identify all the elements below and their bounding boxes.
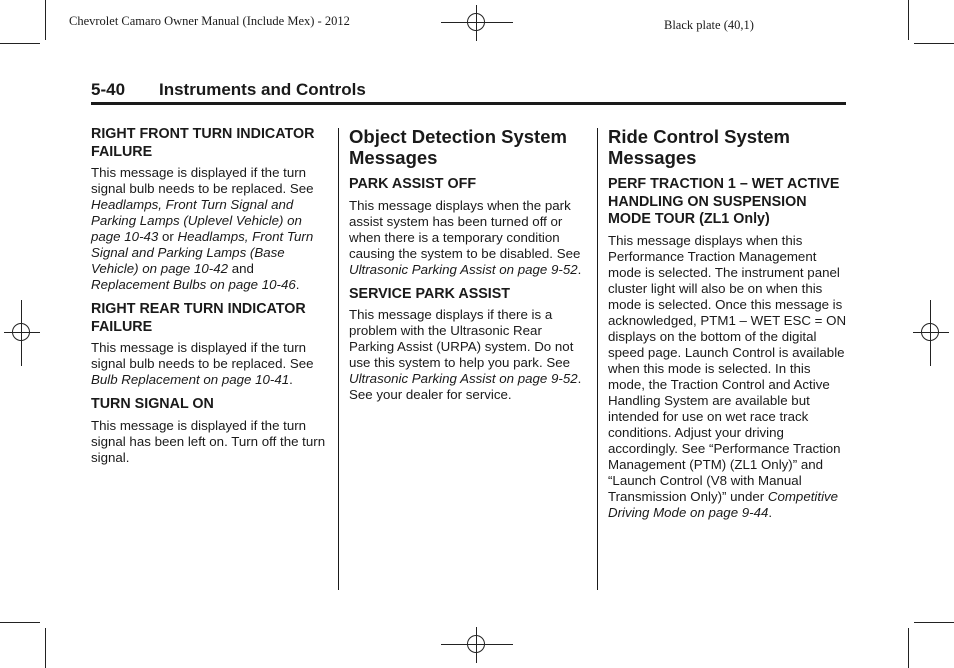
text-run: . See your dealer for service. (349, 371, 582, 402)
registration-line-bottom (441, 644, 513, 645)
cross-reference: Competitive Driving Mode on page 9-44 (608, 488, 839, 520)
cross-reference: Replacement Bulbs on page 10-46 (91, 277, 296, 292)
registration-mark-right (913, 315, 949, 351)
heading-right-front-turn: RIGHT FRONT TURN INDICATOR FAILURE (91, 126, 315, 160)
cross-reference: Bulb Replacement on page 10-41 (91, 372, 290, 387)
paragraph-right-rear-turn (91, 340, 331, 388)
cross-reference: Ultrasonic Parking Assist on page 9-52 (349, 371, 578, 386)
text-run: . (289, 372, 293, 387)
paragraph-turn-signal-on: This message is displayed if the turn signal has been left on. Turn off the turn signal. (91, 417, 326, 465)
text-run: . (768, 504, 773, 520)
text-run: This message is displayed if the turn signal bulb needs to be replaced. See (91, 165, 314, 196)
text-run: . (295, 277, 300, 292)
plate-label: Black plate (40,1) (664, 18, 754, 32)
registration-mark-bottom (459, 627, 495, 663)
column-divider-1 (338, 128, 339, 590)
registration-line-top (441, 22, 513, 23)
text-run: This message displays when the park assist system has been turned off or when there is a temporary condition causing the system to be disabled. See (349, 197, 581, 261)
title-object-detection: Object Detection System Messages (349, 126, 567, 168)
column-1 (91, 126, 331, 474)
text-run: or (158, 229, 178, 244)
crop-mark-tl-v (45, 0, 46, 40)
crop-mark-tr-v (908, 0, 909, 40)
column-2 (349, 126, 589, 411)
paragraph-perf-traction (608, 233, 848, 521)
column-3 (608, 126, 848, 529)
title-ride-control: Ride Control System Messages (608, 126, 790, 168)
text-run: This message displays when this Performance Traction Management mode is selected. The instrument panel cluster light will also be on when this mode is selected. Once this message is acknowledged, PTM1 – WET ESC = ON displays on the bottom of the digital speed page. Launch Control is available when this mode is selected. In this mode, the Traction Control and Active Handling System are available but intended for use on wet race track conditions. Adjust your driving accordingly. See “Performance Traction Management (PTM) (ZL1 Only)” and “Launch Control (V8 with Manual Transmission Only)” under (608, 232, 847, 504)
registration-line-left (21, 300, 22, 366)
manual-title: Chevrolet Camaro Owner Manual (Include Mex) - 2012 (69, 14, 350, 28)
text-run: This message is displayed if the turn signal bulb needs to be replaced. See (91, 340, 314, 371)
section-title: Instruments and Controls (159, 80, 366, 99)
text-run: . (577, 261, 582, 277)
cross-reference: Headlamps, Front Turn Signal and Parking Lamps (Uplevel Vehicle) on page 10-43 (91, 197, 302, 244)
paragraph-service-park-assist (349, 307, 589, 403)
column-divider-2 (597, 128, 598, 590)
registration-mark-top (459, 5, 495, 41)
crop-mark-bl-v (45, 628, 46, 668)
registration-line-right (930, 300, 931, 366)
crop-mark-tr-h (914, 43, 954, 44)
registration-mark-left (4, 315, 40, 351)
crop-mark-br-h (914, 622, 954, 623)
heading-park-assist-off: PARK ASSIST OFF (349, 176, 477, 192)
heading-service-park-assist: SERVICE PARK ASSIST (349, 285, 511, 302)
text-run: This message displays if there is a problem with the Ultrasonic Rear Parking Assist (URPA) system. Do not use this system to help you park. See (349, 307, 574, 370)
page-number: 5-40 (91, 80, 126, 99)
crop-mark-bl-h (0, 622, 40, 623)
paragraph-right-front-turn (91, 165, 331, 293)
heading-turn-signal-on: TURN SIGNAL ON (91, 396, 214, 412)
crop-mark-br-v (908, 628, 909, 668)
cross-reference: Ultrasonic Parking Assist on page 9-52 (349, 261, 578, 277)
text-run: and (228, 261, 254, 276)
heading-perf-traction: PERF TRACTION 1 – WET ACTIVE HANDLING ON SUSPENSION MODE TOUR (ZL1 Only) (608, 176, 840, 227)
crop-mark-tl-h (0, 43, 40, 44)
cross-reference: Headlamps, Front Turn Signal and Parking Lamps (Base Vehicle) on page 10-42 (91, 229, 314, 276)
section-header (91, 80, 846, 105)
paragraph-park-assist-off (349, 198, 589, 278)
heading-right-rear-turn: RIGHT REAR TURN INDICATOR FAILURE (91, 301, 306, 335)
